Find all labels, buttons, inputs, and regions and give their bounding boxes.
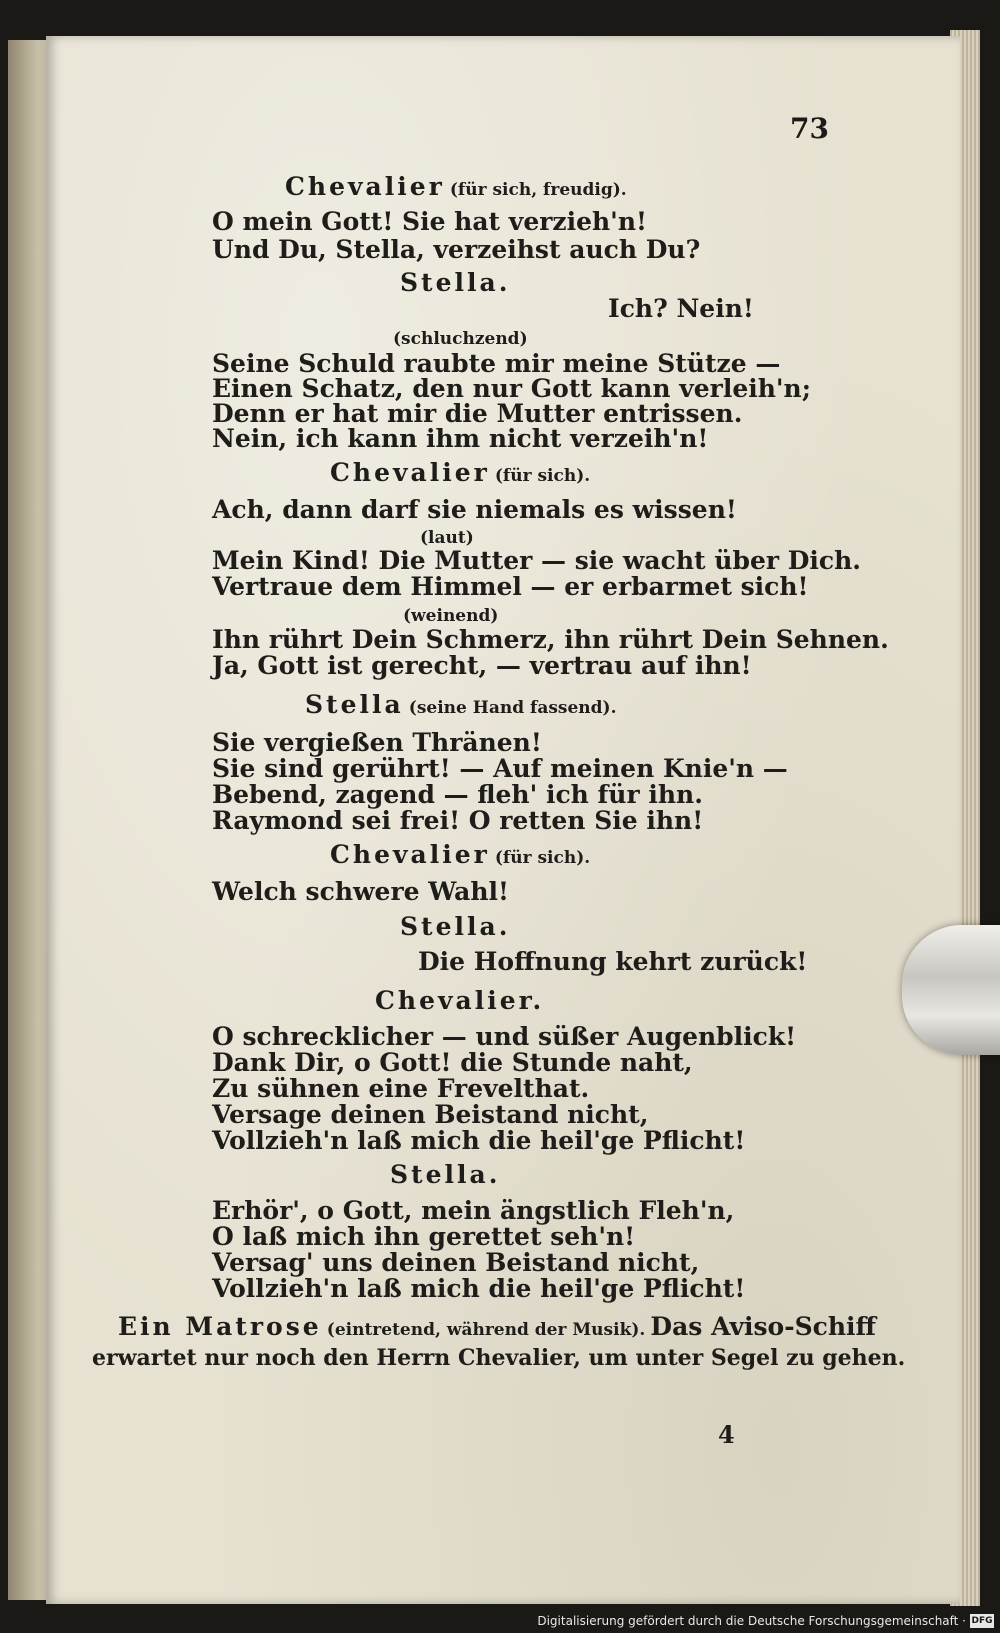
stage-direction: (weinend) [403,606,499,626]
speaker-heading [285,172,627,201]
prose-line [118,1312,876,1341]
stage-direction: (für sich). [494,466,591,486]
speaker-heading [305,690,617,719]
verse-line: Sie sind gerührt! — Auf meinen Knie'n — [212,754,788,783]
verse-line: Denn er hat mir die Mutter entrissen. [212,399,743,428]
verse-line: Nein, ich kann ihm nicht verzeih'n! [212,424,709,453]
verse-line: Welch schwere Wahl! [212,877,509,906]
signature-mark: 4 [718,1420,735,1449]
verse-line: Vollzieh'n laß mich die heil'ge Pflicht! [212,1126,746,1155]
speaker-heading [330,458,590,487]
verse-line: Ich? Nein! [608,294,754,323]
verse-line: Bebend, zagend — fleh' ich für ihn. [212,780,703,809]
stage-direction: (für sich, freudig). [449,180,627,200]
speaker-name: Chevalier [285,172,445,201]
verse-line: Die Hoffnung kehrt zurück! [418,947,808,976]
verse-line: Versag' uns deinen Beistand nicht, [212,1248,700,1277]
stage-direction: (seine Hand fassend). [408,698,617,718]
verse-line: Einen Schatz, den nur Gott kann verleih'n; [212,374,811,403]
verse-line: Raymond sei frei! O retten Sie ihn! [212,806,704,835]
verse-line: Versage deinen Beistand nicht, [212,1100,649,1129]
prose-text: Das Aviso-Schiff [650,1312,877,1341]
verse-line: O schrecklicher — und süßer Augenblick! [212,1022,797,1051]
speaker-name: Chevalier. [375,986,545,1015]
verse-line: O laß mich ihn gerettet seh'n! [212,1222,636,1251]
speaker-name: Stella [305,690,404,719]
speaker-name: Ein Matrose [118,1312,322,1341]
verse-line: Sie vergießen Thränen! [212,728,542,757]
verse-line: Ach, dann darf sie niemals es wissen! [212,495,737,524]
stage-direction: (eintretend, während der Musik). [326,1320,646,1340]
verse-line: Vollzieh'n laß mich die heil'ge Pflicht! [212,1274,746,1303]
verse-line: Seine Schuld raubte mir meine Stütze — [212,349,781,378]
speaker-name: Stella. [400,912,511,941]
page-number: 73 [790,112,829,145]
verse-line: Ihn rührt Dein Schmerz, ihn rührt Dein Sehnen. [212,625,889,654]
verse-line: Erhör', o Gott, mein ängstlich Fleh'n, [212,1196,735,1225]
speaker-name: Stella. [400,268,511,297]
speaker-heading [330,840,590,869]
speaker-name: Chevalier [330,840,490,869]
stage-direction: (für sich). [494,848,591,868]
prose-line: erwartet nur noch den Herrn Chevalier, um unter Segel zu gehen. [92,1345,906,1371]
verse-line: O mein Gott! Sie hat verzieh'n! [212,207,647,236]
verse-line: Mein Kind! Die Mutter — sie wacht über Dich. [212,546,861,575]
verse-line: Zu sühnen eine Frevelthat. [212,1074,590,1103]
speaker-name: Stella. [390,1160,501,1189]
verse-line: Ja, Gott ist gerecht, — vertrau auf ihn! [212,651,752,680]
dfg-logo: DFG [971,1616,993,1626]
stage-direction: (laut) [420,528,474,548]
verse-line: Dank Dir, o Gott! die Stunde naht, [212,1048,693,1077]
verse-line: Und Du, Stella, verzeihst auch Du? [212,235,701,264]
stage-direction: (schluchzend) [393,329,528,349]
digitization-credit: Digitalisierung gefördert durch die Deutsche Forschungsgemeinschaft · [537,1614,966,1628]
speaker-name: Chevalier [330,458,490,487]
verse-line: Vertraue dem Himmel — er erbarmet sich! [212,572,809,601]
